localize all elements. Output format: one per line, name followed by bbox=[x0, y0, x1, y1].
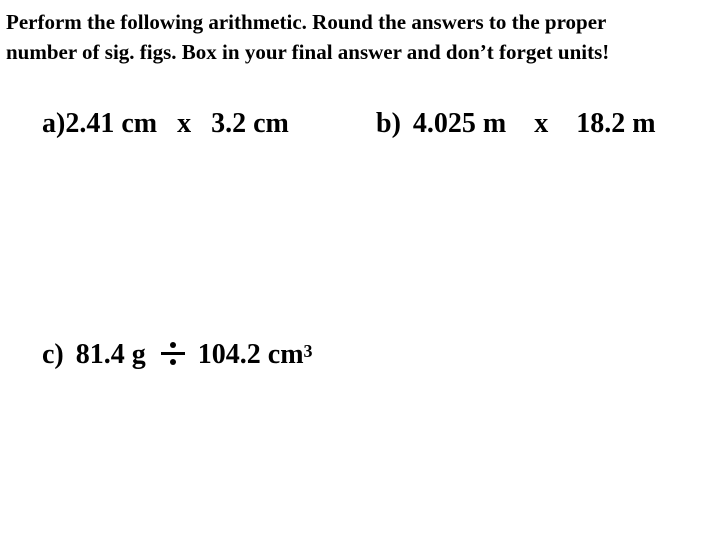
instructions bbox=[6, 7, 718, 67]
problem-a-operator: x bbox=[177, 108, 192, 139]
problem-b-label: b) bbox=[376, 108, 401, 139]
problem-c-operand-1: 81.4 g bbox=[75, 339, 146, 370]
problem-a-label: a) bbox=[42, 108, 66, 139]
problem-a-operand-2: 3.2 cm bbox=[211, 108, 289, 139]
problem-b bbox=[376, 108, 656, 140]
problem-b-operator: x bbox=[534, 108, 549, 139]
problem-a-operand-1: 2.41 cm bbox=[65, 108, 158, 139]
division-sign-icon bbox=[158, 341, 188, 365]
problem-c bbox=[42, 339, 313, 371]
problem-c-operand-2: 104.2 cm bbox=[197, 339, 304, 370]
problem-a bbox=[42, 108, 289, 140]
instructions-line-2: number of sig. figs. Box in your final answer and don’t forget units! bbox=[6, 40, 610, 64]
problem-c-label: c) bbox=[42, 339, 64, 370]
problem-b-operand-2: 18.2 m bbox=[576, 108, 656, 139]
problem-b-operand-1: 4.025 m bbox=[412, 108, 507, 139]
problem-c-exponent: 3 bbox=[303, 341, 313, 361]
instructions-line-1: Perform the following arithmetic. Round the answers to the proper bbox=[6, 10, 607, 34]
